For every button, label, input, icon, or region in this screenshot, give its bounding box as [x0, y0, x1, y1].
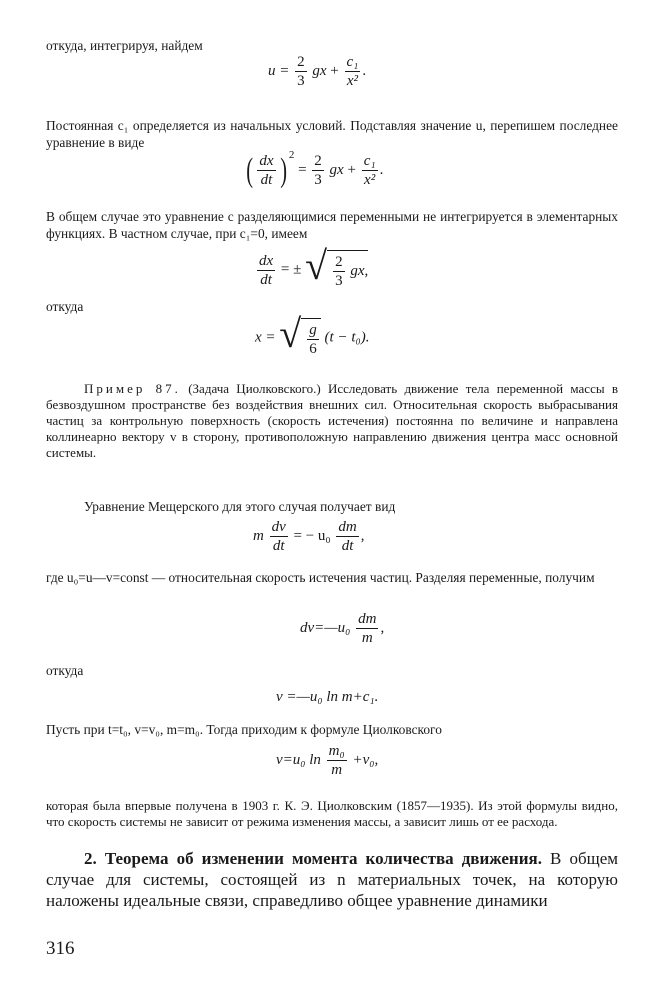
- sqrt-two-thirds-gx: √ $\frac{2}{3}$ gx,: [305, 243, 369, 289]
- eq-v-u0-ln: v=u₀ ln: [276, 751, 321, 768]
- text-otkuda-1: откуда: [46, 299, 84, 314]
- section-2: [46, 848, 618, 911]
- fraction-two-thirds: $\frac{2}{3}$: [297, 54, 305, 89]
- eq-dv-lhs: dv=—u₀: [300, 619, 351, 636]
- eq-m: m: [253, 527, 264, 544]
- fraction-dx-dt-2: $\frac{dx}{dt}$: [259, 252, 274, 288]
- equation-v-ln: [276, 689, 378, 706]
- eq-plus-2: +: [347, 161, 356, 178]
- eq-dot: .: [362, 62, 367, 79]
- eq-plus-minus: = ±: [280, 261, 302, 278]
- section-title: 2. Теорема об изменении момента количества движения.: [84, 849, 542, 868]
- eq-comma-2: ,: [380, 619, 385, 636]
- eq-minus-u0: = − u₀: [293, 527, 331, 544]
- text-where-u0: где u₀=u—v=const — относительная скорость истечения частиц. Разделяя переменные, получим: [46, 570, 595, 585]
- paragraph-general-case: В общем случае это уравнение с разделяющимися переменными не интегрируется в элементарных функциях. В частном случае, при c₁=0, имеем: [46, 209, 618, 241]
- equation-dv: [300, 610, 384, 647]
- text-line-otkuda-integriruya: откуда, интегрируя, найдем: [46, 38, 203, 53]
- fraction-two-thirds-2: $\frac{2}{3}$: [314, 153, 322, 188]
- radical-sign-2: √: [279, 311, 302, 356]
- fraction-c1-x2: $\frac{\text{c₁}}{\text{x²}}$: [346, 54, 359, 89]
- equation-tsiolkovsky: [276, 742, 378, 779]
- paragraph-constant-c1: Постоянная c₁ определяется из начальных условий. Подставляя значение u, перепишем последнее уравнение в виде: [46, 118, 618, 150]
- example-87: [46, 381, 618, 461]
- fraction-m0-m: $\frac{\text{m₀}}{m}$: [328, 743, 345, 778]
- eq-x-lhs: x =: [255, 329, 276, 346]
- section-text: В общем случае для системы, состоящей из n материальных точек, на которую наложены идеальные связи, справедливо общее уравнение динамики: [46, 849, 618, 910]
- paren-right: ): [279, 151, 287, 189]
- fraction-dx-dt: $\frac{dx}{dt}$: [259, 153, 274, 188]
- equation-x: [255, 311, 370, 358]
- fraction-c1-x2-2: $\frac{\text{c₁}}{\text{x²}}$: [363, 153, 376, 188]
- fraction-dm-m: $\frac{dm}{m}$: [358, 611, 377, 646]
- equation-dxdt-sqrt: [255, 243, 369, 290]
- eq-lhs: u =: [268, 62, 290, 79]
- equation-meshchersky: [253, 518, 365, 555]
- eq-t-minus-t0: (t − t₀).: [324, 329, 370, 346]
- paren-left: (: [246, 151, 254, 189]
- eq-plus-v0: +v₀,: [352, 751, 379, 768]
- fraction-dv-dt: $\frac{dv}{dt}$: [271, 519, 286, 554]
- example-text: (Задача Циолковского.) Исследовать движение тела переменной массы в безвоздушном пространстве без воздействия внешних сил. Относительная скорость выбрасывания частиц за контрольную поверхность (скорость истечения) постоянна по величине и направлена коллинеарно вектору v в сторону, противоположную направлению движения центра масс основной системы.: [46, 381, 619, 460]
- paragraph-first-obtained: которая была впервые получена в 1903 г. К. Э. Циолковским (1857—1935). Из этой формулы видно, что скорость системы не зависит от режима изменения массы, а зависит лишь от ее расхода.: [46, 798, 618, 829]
- eq-plus: +: [330, 62, 339, 79]
- equation-dxdt-squared: [244, 148, 384, 189]
- text-meshchersky: Уравнение Мещерского для этого случая получает вид: [84, 499, 396, 514]
- eq-dot-2: .: [379, 161, 384, 178]
- text-otkuda-2: откуда: [46, 663, 84, 678]
- equation-u: [268, 53, 366, 90]
- eq-gx-2: gx: [329, 161, 344, 178]
- text-let-t-t0: Пусть при t=t₀, v=v₀, m=m₀. Тогда приходим к формуле Циолковского: [46, 722, 442, 737]
- eq-exponent: 2: [288, 148, 295, 161]
- eq-equals: =: [298, 161, 307, 178]
- example-label: Пример 87.: [84, 381, 181, 396]
- eq-comma: ,: [360, 527, 365, 544]
- sqrt-g-six: √ $\frac{g}{6}$: [279, 318, 321, 358]
- eq-v-ln-text: v =—u₀ ln m+c₁.: [276, 689, 379, 705]
- radical-sign: √: [305, 243, 328, 288]
- page-number: 316: [46, 938, 75, 959]
- fraction-dm-dt: $\frac{dm}{dt}$: [338, 519, 357, 554]
- eq-gx: gx: [312, 62, 327, 79]
